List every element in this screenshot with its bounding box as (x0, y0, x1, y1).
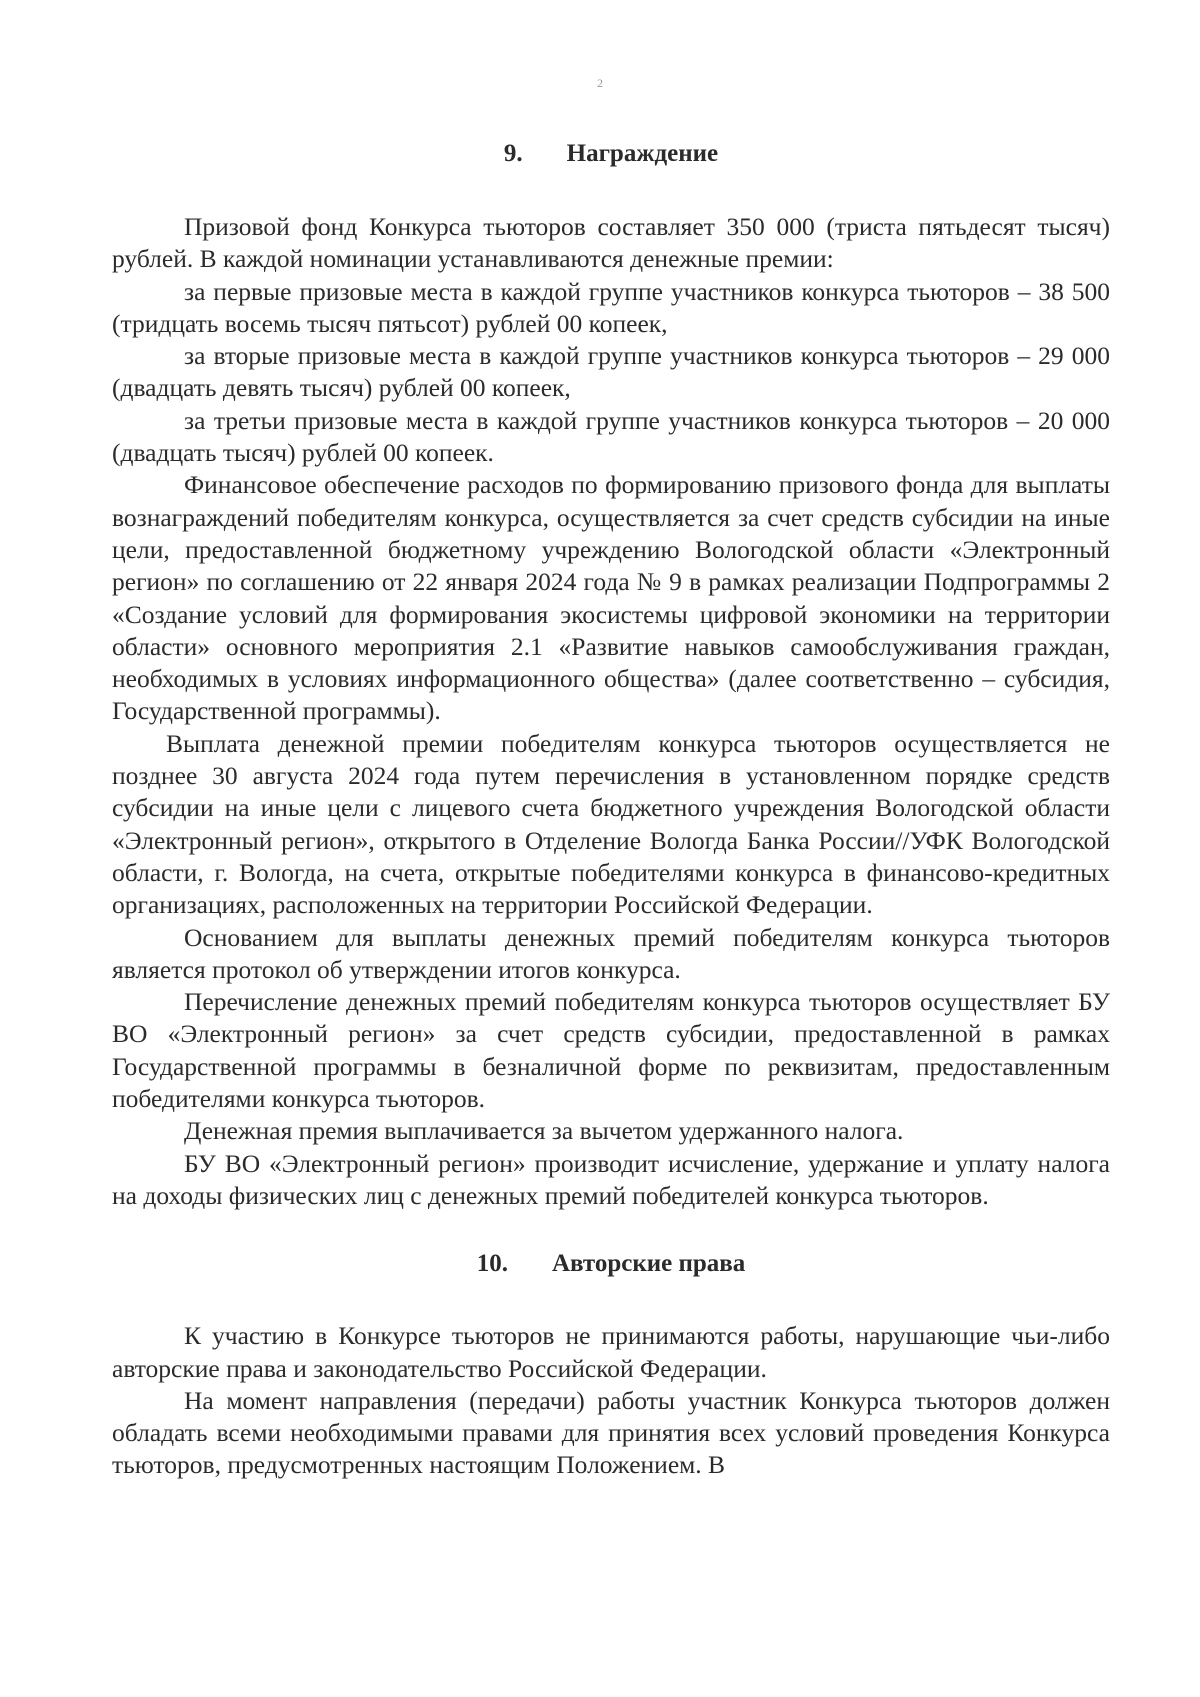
section-10-title: Авторские права (551, 1250, 746, 1278)
paragraph-prize-fund: Призовой фонд Конкурса тьюторов составляет 350 000 (триста пятьдесят тысяч) рублей. В каждой номинации устанавливаются денежные премии: (112, 212, 1110, 274)
paragraph-financing: Финансовое обеспечение расходов по формированию призового фонда для выплаты вознаграждений победителям конкурса, осуществляется за счет средств субсидии на иные цели, предоставленной бюджетному учреждению Вологодской области «Электронный регион» по соглашению от 22 января 2024 года № 9 в рамках реализации Подпрограммы 2 «Создание условий для формирования экосистемы цифровой экономики на территории области» основного мероприятия 2.1 «Развитие навыков самообслуживания граждан, необходимых в условиях информационного общества» (далее соответственно – субсидия, Государственной программы). (112, 470, 1110, 726)
paragraph-third-place: за третьи призовые места в каждой группе участников конкурса тьюторов – 20 000 (двадцать тысяч) рублей 00 копеек. (112, 405, 1110, 468)
paragraph-tax-calculation: БУ ВО «Электронный регион» производит исчисление, удержание и уплату налога на доходы физических лиц с денежных премий победителей конкурса тьюторов. (112, 1148, 1110, 1210)
paragraph-transfer: Перечисление денежных премий победителям конкурса тьюторов осуществляет БУ ВО «Электронный регион» за счет средств субсидии, предоставленной в рамках Государственной программы в безналичной форме по реквизитам, предоставленным победителями конкурса тьюторов. (112, 987, 1110, 1114)
document-body (112, 138, 1110, 1482)
page-number: 2 (597, 76, 603, 90)
section-10-heading (112, 1248, 1110, 1280)
paragraph-first-place: за первые призовые места в каждой группе участников конкурса тьюторов – 38 500 (тридцать восемь тысяч пятьсот) рублей 00 копеек, (112, 276, 1110, 338)
paragraph-rights-requirement: На момент направления (передачи) работы участник Конкурса тьюторов должен обладать всеми необходимыми правами для принятия всех условий проведения Конкурса тьюторов, предусмотренных настоящим Положением. В (112, 1385, 1110, 1480)
paragraph-payment: Выплата денежной премии победителям конкурса тьюторов осуществляется не позднее 30 августа 2024 года путем перечисления в установленном порядке средств субсидии на иные цели с лицевого счета бюджетного учреждения Вологодской области «Электронный регион», открытого в Отделение Вологда Банка России//УФК Вологодской области, г. Вологда, на счета, открытые победителями конкурса в финансово-кредитных организациях, расположенных на территории Российской Федерации. (112, 728, 1110, 920)
paragraph-copyright-restriction: К участию в Конкурсе тьюторов не принимаются работы, нарушающие чьи-либо авторские права и законодательство Российской Федерации. (112, 1321, 1110, 1383)
paragraph-basis: Основанием для выплаты денежных премий победителям конкурса тьюторов является протокол об утверждении итогов конкурса. (112, 922, 1110, 984)
paragraph-second-place: за вторые призовые места в каждой группе участников конкурса тьюторов – 29 000 (двадцать девять тысяч) рублей 00 копеек, (112, 341, 1110, 403)
section-9-number: 9. (503, 140, 523, 167)
section-9-heading (112, 138, 1110, 170)
section-9-title: Награждение (566, 140, 719, 167)
section-10-number: 10. (476, 1250, 508, 1278)
paragraph-tax-deduction: Денежная премия выплачивается за вычетом удержанного налога. (184, 1116, 904, 1146)
